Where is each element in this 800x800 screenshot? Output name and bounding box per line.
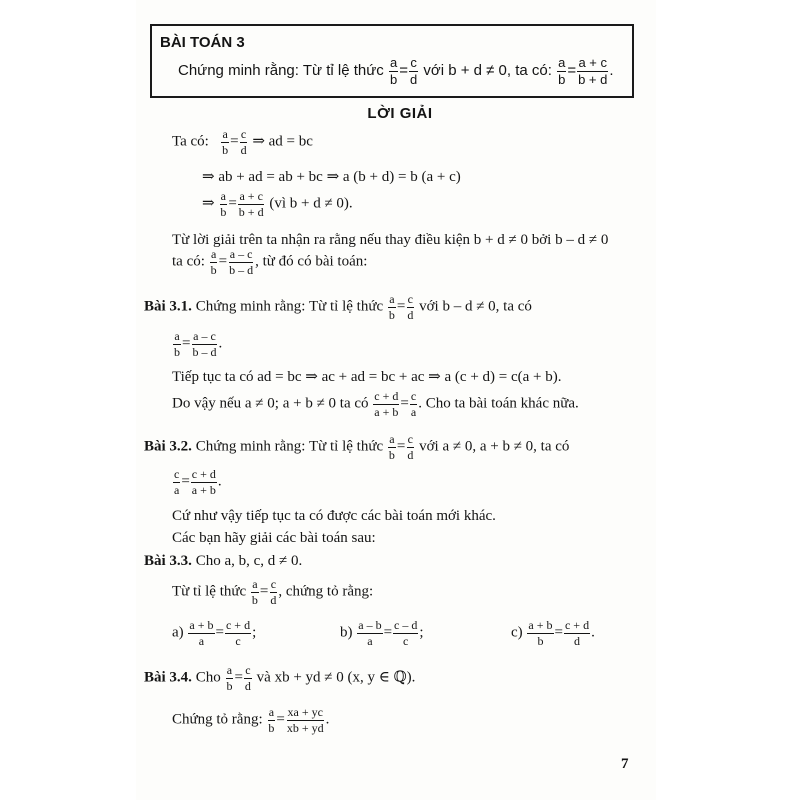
- statement-text-1: Chứng minh rằng: Từ tỉ lệ thức: [178, 62, 384, 80]
- frac-num: a: [220, 189, 226, 203]
- text: với b – d ≠ 0, ta có: [419, 298, 532, 315]
- fraction-a-b: [210, 248, 218, 276]
- exercise-3-3-part-b: [340, 619, 424, 647]
- fraction-sum: [238, 190, 265, 218]
- exercise-label: Bài 3.4.: [144, 669, 192, 686]
- solution-heading: LỜI GIẢI: [367, 105, 433, 122]
- equals-sign: =: [396, 438, 406, 455]
- text: ⇒: [202, 195, 215, 212]
- frac-num: c: [240, 127, 247, 141]
- text: Chứng minh rằng: Từ tỉ lệ thức: [195, 298, 384, 315]
- exercise-3-2-result: [172, 468, 222, 496]
- continuation-line: Tiếp tục ta có ad = bc ⇒ ac + ad = bc + ac ⇒ a (c + d) = c(a + b).: [172, 369, 562, 385]
- exercise-3-1: [144, 293, 532, 321]
- fraction-sum: [191, 468, 217, 496]
- frac-den: a: [174, 482, 180, 497]
- frac-den: b: [537, 633, 544, 648]
- frac-den: d: [574, 633, 581, 648]
- exercise-3-1-result: [172, 330, 222, 358]
- continue-line: Cứ như vậy tiếp tục ta có được các bài toán mới khác.: [172, 508, 496, 524]
- exercise-label: Bài 3.1.: [144, 298, 192, 315]
- frac-den: b + d: [238, 204, 264, 219]
- frac-num: c + d: [564, 618, 590, 632]
- fraction-a-b: [267, 706, 275, 734]
- frac-num: a – c: [229, 247, 253, 261]
- solution-line-3: [202, 190, 353, 218]
- text: , từ đó có bài toán:: [255, 253, 368, 270]
- frac-num: c + d: [374, 389, 399, 403]
- frac-den: b: [558, 71, 566, 87]
- frac-den: b: [174, 344, 180, 359]
- frac-den: a + b: [191, 482, 216, 497]
- frac-den: a + b: [374, 404, 399, 419]
- text: Cho a, b, c, d ≠ 0.: [195, 553, 303, 569]
- frac-num: c: [245, 663, 251, 677]
- frac-den: a: [410, 404, 417, 419]
- frac-den: b: [222, 142, 229, 157]
- exercise-3-4-claim: [172, 706, 329, 734]
- fraction-a-b: [225, 664, 233, 692]
- fraction-c-d: [406, 293, 414, 321]
- paragraph-2: [172, 248, 367, 276]
- fraction-a-b: [173, 330, 181, 358]
- frac-num: a – b: [358, 618, 382, 632]
- consequence-line: [172, 390, 579, 418]
- frac-den: d: [240, 142, 247, 157]
- frac-den: b: [389, 71, 398, 87]
- exercise-3-3-part-c: [511, 619, 595, 647]
- period: .: [218, 335, 223, 352]
- fraction: [357, 619, 382, 647]
- fraction: [225, 619, 251, 647]
- equals-sign: =: [276, 711, 285, 728]
- equals-sign: =: [181, 473, 190, 490]
- frac-num: a – c: [193, 329, 216, 343]
- frac-num: c: [410, 55, 417, 70]
- period: .: [609, 62, 614, 80]
- frac-num: a: [210, 247, 217, 261]
- period: .: [591, 624, 595, 641]
- fraction-c-a: [173, 468, 180, 496]
- frac-den: a: [367, 633, 373, 648]
- equals-sign: =: [400, 395, 409, 412]
- frac-num: a + c: [578, 55, 607, 70]
- fraction-diff: [228, 248, 254, 276]
- equals-sign: =: [396, 298, 406, 315]
- paragraph-1: Từ lời giải trên ta nhận ra rằng nếu thay điều kiện b + d ≠ 0 bởi b – d ≠ 0: [172, 232, 609, 248]
- frac-den: a: [198, 633, 205, 648]
- fraction-c-d: [409, 56, 418, 86]
- equals-sign: =: [230, 133, 239, 150]
- text: ta có:: [172, 253, 205, 270]
- frac-den: b – d: [192, 344, 217, 359]
- fraction-a-b: [388, 433, 396, 461]
- frac-den: d: [244, 678, 251, 693]
- equals-sign: =: [228, 195, 237, 212]
- frac-num: c: [270, 577, 277, 591]
- exercise-3-2: [144, 433, 569, 461]
- text: , chứng tỏ rằng:: [278, 583, 374, 600]
- frac-den: b: [251, 592, 258, 607]
- fraction-a-b: [557, 56, 566, 86]
- fraction-c-d: [269, 578, 277, 606]
- equals-sign: =: [383, 624, 393, 641]
- frac-num: c: [174, 467, 180, 481]
- fraction: [564, 619, 590, 647]
- exercise-label: Bài 3.3.: [144, 553, 192, 569]
- fraction-sum: [577, 56, 608, 86]
- frac-num: a: [226, 663, 233, 677]
- text: . Cho ta bài toán khác nữa.: [418, 395, 579, 412]
- separator: ;: [252, 624, 257, 641]
- period: .: [325, 711, 330, 728]
- frac-den: c: [235, 633, 241, 648]
- frac-den: xb + yd: [286, 720, 324, 735]
- fraction-weighted: [286, 706, 325, 734]
- frac-num: a: [268, 705, 275, 719]
- equals-sign: =: [259, 583, 269, 600]
- fraction-a-b: [251, 578, 259, 606]
- frac-den: d: [407, 447, 414, 462]
- solution-line-1: [172, 128, 313, 156]
- exercise-3-3-premise: [172, 578, 373, 606]
- equals-sign: =: [215, 624, 224, 641]
- text: Cho: [195, 669, 221, 686]
- equals-sign: =: [234, 669, 243, 686]
- exercise-label: Bài 3.2.: [144, 438, 192, 455]
- frac-num: a: [252, 577, 258, 591]
- frac-num: c + d: [225, 618, 251, 632]
- period: .: [217, 473, 222, 490]
- equals-sign: =: [218, 253, 228, 270]
- frac-num: c + d: [191, 467, 216, 481]
- frac-num: a: [558, 55, 566, 70]
- problem-statement: [178, 56, 614, 86]
- part-label: b): [340, 624, 353, 641]
- exercise-3-4: [144, 664, 415, 692]
- problem-title: BÀI TOÁN 3: [160, 34, 245, 51]
- frac-den: b – d: [229, 262, 254, 277]
- equals-sign: =: [567, 62, 577, 80]
- text: với a ≠ 0, a + b ≠ 0, ta có: [419, 438, 570, 455]
- frac-den: d: [270, 592, 277, 607]
- frac-num: a + b: [189, 618, 214, 632]
- frac-num: a: [174, 329, 180, 343]
- text: Do vậy nếu a ≠ 0; a + b ≠ 0 ta có: [172, 395, 369, 412]
- fraction-c-a: [410, 390, 417, 418]
- frac-num: c: [407, 432, 413, 446]
- frac-den: b + d: [578, 71, 608, 87]
- text: Chứng tỏ rằng:: [172, 711, 263, 728]
- frac-den: b: [220, 204, 227, 219]
- frac-num: a + c: [239, 189, 263, 203]
- frac-den: b: [226, 678, 233, 693]
- text: Từ tỉ lệ thức: [172, 583, 247, 600]
- fraction-a-b: [221, 128, 229, 156]
- text: và xb + yd ≠ 0 (x, y ∈ ℚ).: [256, 669, 416, 686]
- frac-num: a: [389, 55, 398, 70]
- frac-num: a: [222, 127, 228, 141]
- part-label: c): [511, 624, 523, 641]
- text: ⇒ ad = bc: [252, 133, 313, 150]
- frac-num: c: [410, 389, 417, 403]
- text: Ta có:: [172, 133, 209, 150]
- frac-den: c: [403, 633, 409, 648]
- frac-den: b: [268, 720, 275, 735]
- fraction-a-b: [388, 293, 396, 321]
- exercise-3-3-part-a: [172, 619, 256, 647]
- frac-den: d: [409, 71, 418, 87]
- separator: ;: [419, 624, 424, 641]
- exercise-3-3: [144, 553, 302, 570]
- frac-num: a: [389, 292, 395, 306]
- text: (vì b + d ≠ 0).: [269, 195, 353, 212]
- fraction: [393, 619, 418, 647]
- exercise-intro: Các bạn hãy giải các bài toán sau:: [172, 530, 376, 546]
- part-label: a): [172, 624, 184, 641]
- text: Chứng minh rằng: Từ tỉ lệ thức: [195, 438, 384, 455]
- frac-num: c: [407, 292, 413, 306]
- equals-sign: =: [554, 624, 563, 641]
- frac-den: b: [210, 262, 217, 277]
- frac-den: b: [388, 447, 395, 462]
- solution-line-2: ⇒ ab + ad = ab + bc ⇒ a (b + d) = b (a + c): [202, 169, 461, 185]
- fraction-a-b: [389, 56, 398, 86]
- statement-text-2: với b + d ≠ 0, ta có:: [423, 62, 552, 80]
- fraction: [188, 619, 214, 647]
- equals-sign: =: [399, 62, 408, 80]
- equals-sign: =: [182, 335, 191, 352]
- fraction-sum: [373, 390, 399, 418]
- frac-num: c – d: [394, 618, 418, 632]
- fraction-a-b: [219, 190, 227, 218]
- fraction-c-d: [240, 128, 248, 156]
- fraction-diff: [191, 330, 217, 358]
- fraction: [527, 619, 553, 647]
- page-number: 7: [621, 756, 629, 772]
- frac-den: d: [407, 307, 414, 322]
- fraction-c-d: [244, 664, 252, 692]
- fraction-c-d: [406, 433, 414, 461]
- frac-num: a: [389, 432, 395, 446]
- frac-num: a + b: [528, 618, 553, 632]
- frac-den: b: [388, 307, 395, 322]
- frac-num: xa + yc: [287, 705, 323, 719]
